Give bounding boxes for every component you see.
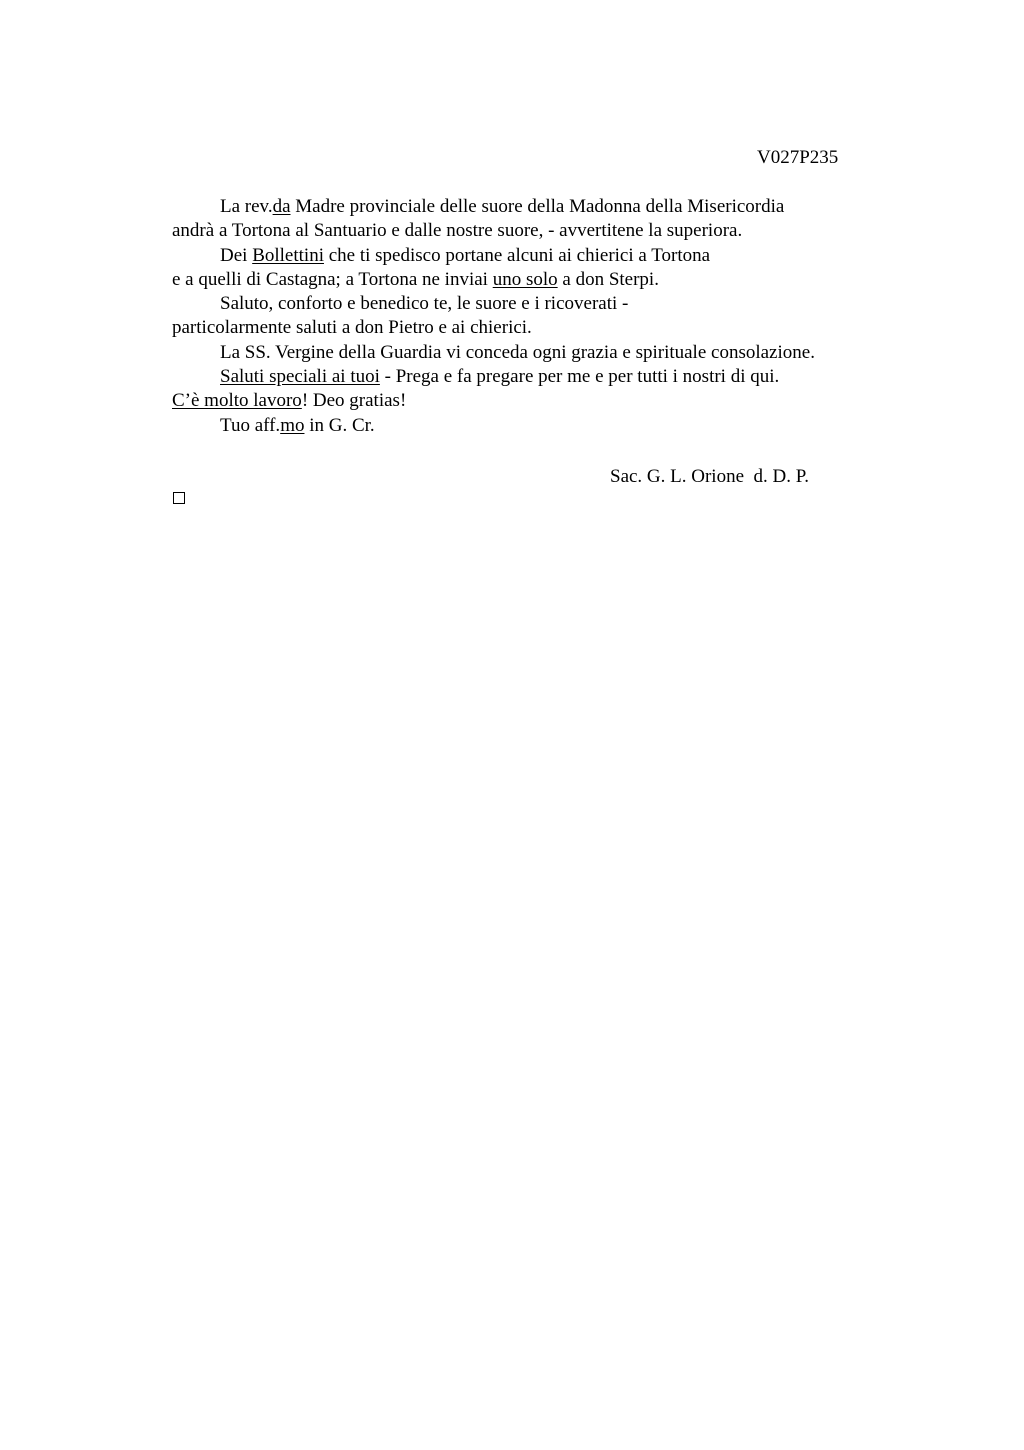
paragraph-line: particolarmente saluti a don Pietro e ai chierici. [172,317,532,339]
underlined-text: uno solo [492,268,558,290]
text-segment: Dei [220,244,253,266]
underlined-text: C’è molto lavoro [172,390,302,412]
empty-square-icon [173,492,185,504]
underlined-text: mo [280,414,305,436]
paragraph-line: andrà a Tortona al Santuario e dalle nostre suore, - avvertitene la superiora. [172,220,743,242]
text-segment: a don Sterpi. [557,268,659,290]
paragraph-line [172,365,892,389]
text-segment: Tuo aff. [220,414,281,436]
signature: Sac. G. L. Orione d. D. P. [610,466,809,487]
paragraph-line [172,414,892,438]
text-segment: e a quelli di Castagna; a Tortona ne inviai [172,268,493,290]
underlined-text: Saluti speciali ai tuoi [220,366,380,388]
paragraph-line: Saluto, conforto e benedico te, le suore e i ricoverati - [220,293,629,315]
text-segment: - Prega e fa pregare per me e per tutti i nostri di qui. [379,366,780,388]
document-id: V027P235 [757,147,839,168]
paragraph-line [172,195,892,219]
paragraph-line [172,244,892,268]
text-segment: in G. Cr. [304,414,375,436]
text-segment: La rev. [220,196,273,217]
underlined-text: Bollettini [252,244,324,266]
paragraph-line [172,389,892,413]
text-segment: ! Deo gratias! [301,390,407,412]
text-segment: che ti spedisco portane alcuni ai chierici a Tortona [323,244,711,266]
underlined-text: da [272,196,291,217]
letter-body [172,195,892,438]
text-segment: Madre provinciale delle suore della Madonna della Misericordia [290,196,785,217]
paragraph-line: La SS. Vergine della Guardia vi conceda ogni grazia e spirituale consolazione. [220,341,815,363]
paragraph-line [172,268,892,292]
